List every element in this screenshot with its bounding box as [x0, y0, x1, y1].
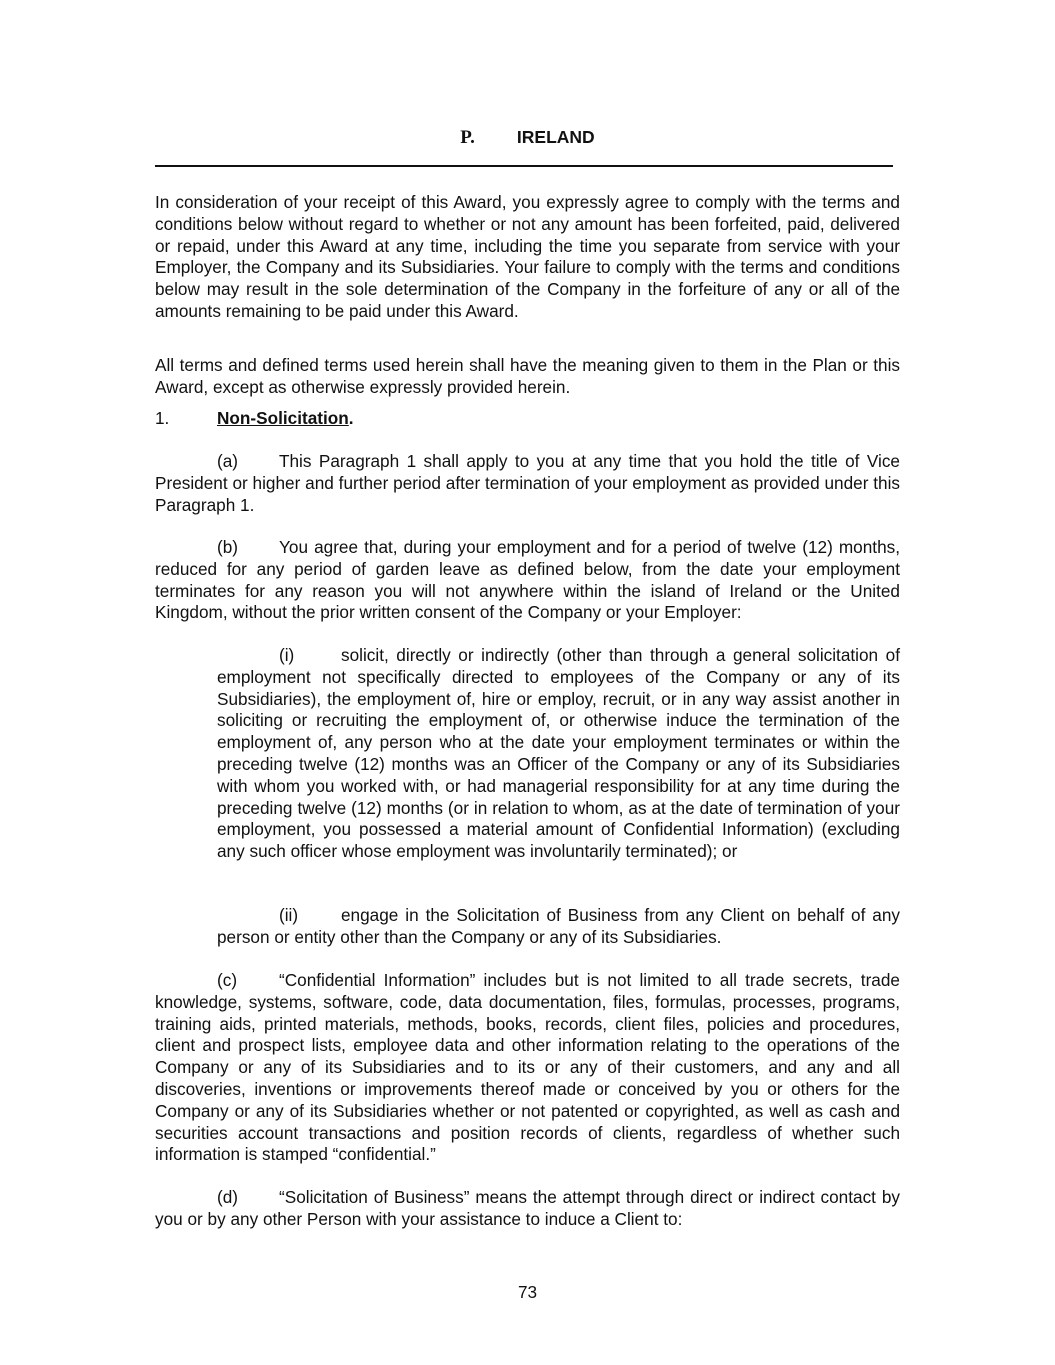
paragraph-a-label: (a) [217, 451, 239, 471]
heading-rule [155, 165, 893, 167]
paragraph-b-i [217, 645, 900, 863]
paragraph-a [155, 451, 900, 516]
paragraph-b-text: You agree that, during your employment and for a period of twelve (12) months, reduced for any period of garden leave as defined below, from the date your employment terminates for any reason you will not anywhere within the island of Ireland or the United Kingdom, without the prior written consent of the Company or your Employer: [155, 537, 900, 623]
paragraph-d-text: “Solicitation of Business” means the attempt through direct or indirect contact by you or by any other Person with your assistance to induce a Client to: [155, 1187, 900, 1229]
section-number: 1. [155, 408, 170, 428]
paragraph-c [155, 970, 900, 1166]
paragraph-b-ii [217, 905, 900, 949]
section-heading-non-solicitation [155, 408, 900, 430]
paragraph-d [155, 1187, 900, 1231]
paragraph-d-label: (d) [217, 1187, 239, 1207]
paragraph-b-ii-text: engage in the Solicitation of Business from any Client on behalf of any person or entity other than the Company or any of its Subsidiaries. [217, 905, 900, 947]
page-number: 73 [517, 1282, 538, 1302]
section-heading [0, 126, 1055, 149]
heading-title: IRELAND [516, 127, 595, 147]
paragraph-b-label: (b) [217, 537, 239, 557]
section-title: Non-Solicitation [217, 408, 349, 428]
paragraph-b [155, 537, 900, 624]
intro-paragraph: In consideration of your receipt of this Award, you expressly agree to comply with the terms and conditions below without regard to whether or not any amount has been forfeited, paid, delivered or repaid, under this Award at any time, including the time you separate from service with your Employer, the Company and its Subsidiaries. Your failure to comply with the terms and conditions below may result in the sole determination of the Company in the forfeiture of any or all of the amounts remaining to be paid under this Award. [155, 192, 900, 321]
paragraph-c-label: (c) [217, 970, 238, 990]
paragraph-b-i-text: solicit, directly or indirectly (other than through a general solicitation of employment not specifically directed to employees of the Company or any of its Subsidiaries), the employment of, hire or employ, recruit, or in any way assist another in soliciting or recruiting the employment of, or otherwise induce the termination of the employment of, any person who at the date your employment terminates or within the preceding twelve (12) months was an Officer of the Company or any of its Subsidiaries with whom you worked with, or had managerial responsibility for at any time during the preceding twelve (12) months (or in relation to whom, as at the date of termination of your employment, you possessed a material amount of Confidential Information) (excluding any such officer whose employment was involuntarily terminated); or [217, 645, 900, 862]
definitions-paragraph: All terms and defined terms used herein shall have the meaning given to them in the Plan or this Award, except as otherwise expressly provided herein. [155, 355, 900, 397]
paragraph-a-text: This Paragraph 1 shall apply to you at any time that you hold the title of Vice President or higher and further period after termination of your employment as provided under this Paragraph 1. [155, 451, 900, 515]
paragraph-b-i-label: (i) [279, 645, 295, 665]
heading-letter: P. [460, 127, 475, 148]
paragraph-c-text: “Confidential Information” includes but is not limited to all trade secrets, trade knowledge, systems, software, code, data documentation, files, formulas, processes, programs, training aids, printed materials, methods, books, records, client files, policies and procedures, client and prospect lists, employee data and other information relating to the operations of the Company or any of its Subsidiaries and to its or any of their customers, and any and all discoveries, inventions or improvements thereof made or conceived by you or others for the Company or any of its Subsidiaries whether or not patented or copyrighted, as well as cash and securities account transactions and position records of clients, regardless of whether such information is stamped “confidential.” [155, 970, 900, 1165]
section-title-period: . [348, 408, 354, 428]
paragraph-b-ii-label: (ii) [279, 905, 299, 925]
